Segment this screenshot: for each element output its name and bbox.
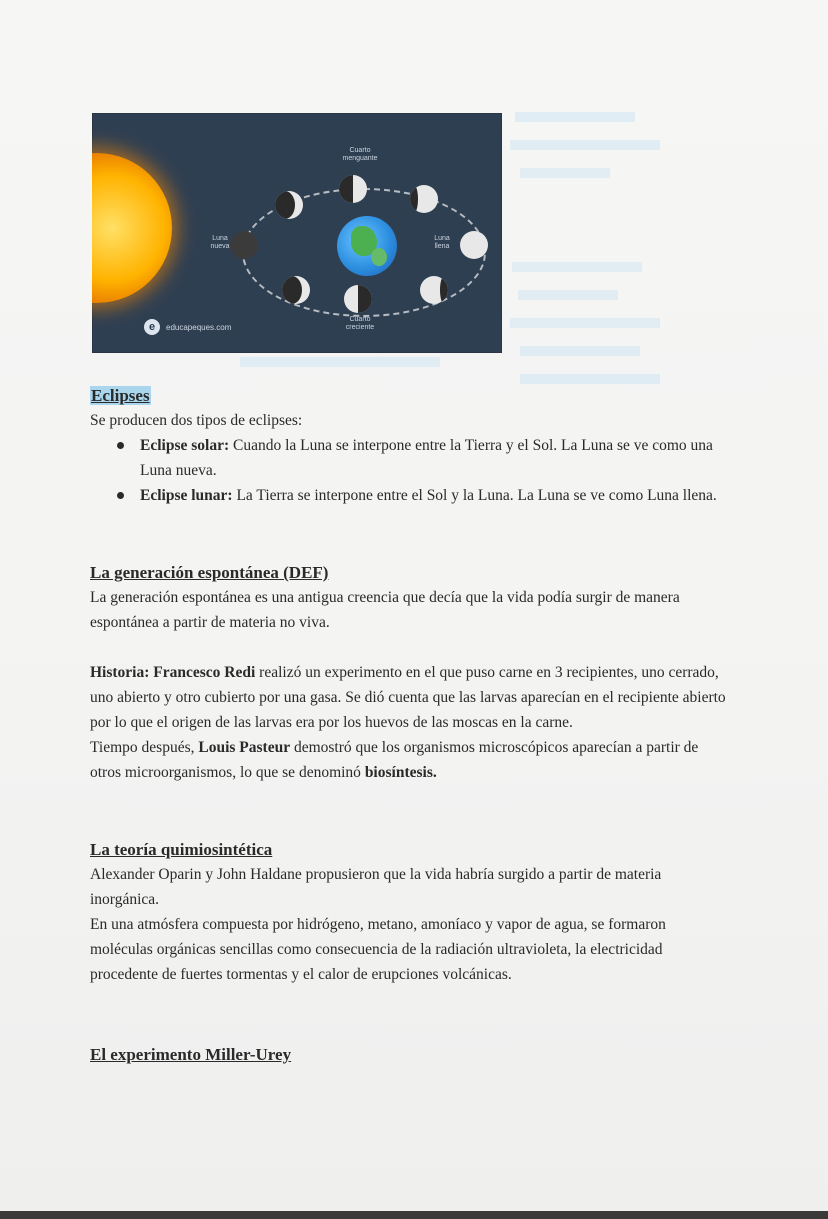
list-item: Eclipse lunar: La Tierra se interpone entre el Sol y la Luna. La Luna se ve como Luna llena.: [90, 483, 730, 508]
bleed-through-mark: [518, 290, 618, 300]
bleed-through-mark: [240, 357, 440, 367]
bleed-through-mark: [520, 168, 610, 178]
moon-full-icon: [460, 231, 488, 259]
bleed-through-mark: [512, 262, 642, 272]
bleed-through-mark: [520, 346, 640, 356]
quimio-p1: Alexander Oparin y John Haldane propusieron que la vida habría surgido a partir de materia inorgánica.: [90, 866, 662, 908]
quimio-heading: La teoría quimiosintética: [90, 840, 273, 859]
moon-first-quarter-icon: [344, 285, 372, 313]
section-eclipses: [90, 383, 730, 508]
bleed-through-mark: [515, 112, 635, 122]
moon-waxing-gibbous-icon: [420, 276, 448, 304]
generacion-heading: La generación espontánea (DEF): [90, 563, 329, 582]
educapeques-logo: [144, 319, 231, 335]
historia-paragraph: Historia: Francesco Redi realizó un experimento en el que puso carne en 3 recipientes, uno cerrado, uno abierto y otro cubierto por una gasa. Se dió cuenta que las larvas aparecían en el recipiente abierto por lo que el origen de las larvas era por los huevos de las moscas en la carne.: [90, 664, 726, 731]
logo-text: educapeques.com: [166, 322, 232, 332]
label-full-moon: Luna llena: [434, 235, 450, 250]
list-item: Eclipse solar: Cuando la Luna se interpone entre la Tierra y el Sol. La Luna se ve como una Luna nueva.: [90, 433, 730, 483]
bullet-icon: [117, 442, 124, 449]
section-historia: [90, 660, 730, 785]
section-miller-urey: [90, 1042, 730, 1067]
section-quimiosintetica: [90, 837, 730, 987]
miller-heading: El experimento Miller-Urey: [90, 1045, 292, 1064]
bleed-through-mark: [510, 318, 660, 328]
eclipses-list: [90, 433, 730, 508]
label-last-quarter: Cuarto menguante: [342, 147, 378, 162]
generacion-text: La generación espontánea es una antigua creencia que decía que la vida podía surgir de manera espontánea a partir de materia no viva.: [90, 589, 680, 631]
eclipses-intro: Se producen dos tipos de eclipses:: [90, 412, 303, 429]
page-bottom-edge: [0, 1211, 828, 1219]
bullet-icon: [117, 492, 124, 499]
label-new-moon: Luna nueva: [210, 235, 230, 250]
earth-graphic: [337, 216, 397, 276]
logo-mark-icon: e: [144, 319, 160, 335]
moon-phases-illustration: [92, 113, 502, 353]
sun-graphic: [92, 153, 172, 303]
section-generacion: [90, 560, 730, 635]
moon-waxing-crescent-icon: [282, 276, 310, 304]
moon-last-quarter-icon: [339, 175, 367, 203]
bleed-through-mark: [510, 140, 660, 150]
eclipses-heading: Eclipses: [91, 386, 150, 405]
moon-waning-crescent-icon: [275, 191, 303, 219]
label-first-quarter: Cuarto creciente: [345, 316, 375, 331]
moon-waning-gibbous-icon: [410, 185, 438, 213]
quimio-p2: En una atmósfera compuesta por hidrógeno, metano, amoníaco y vapor de agua, se formaron moléculas orgánicas sencillas como consecuencia de la radiación ultravioleta, la electricidad procedente de fuertes tormentas y el calor de erupciones volcánicas.: [90, 916, 666, 983]
pasteur-paragraph: Tiempo después, Louis Pasteur demostró que los organismos microscópicos aparecían a partir de otros microorganismos, lo que se denominó biosíntesis.: [90, 739, 699, 781]
